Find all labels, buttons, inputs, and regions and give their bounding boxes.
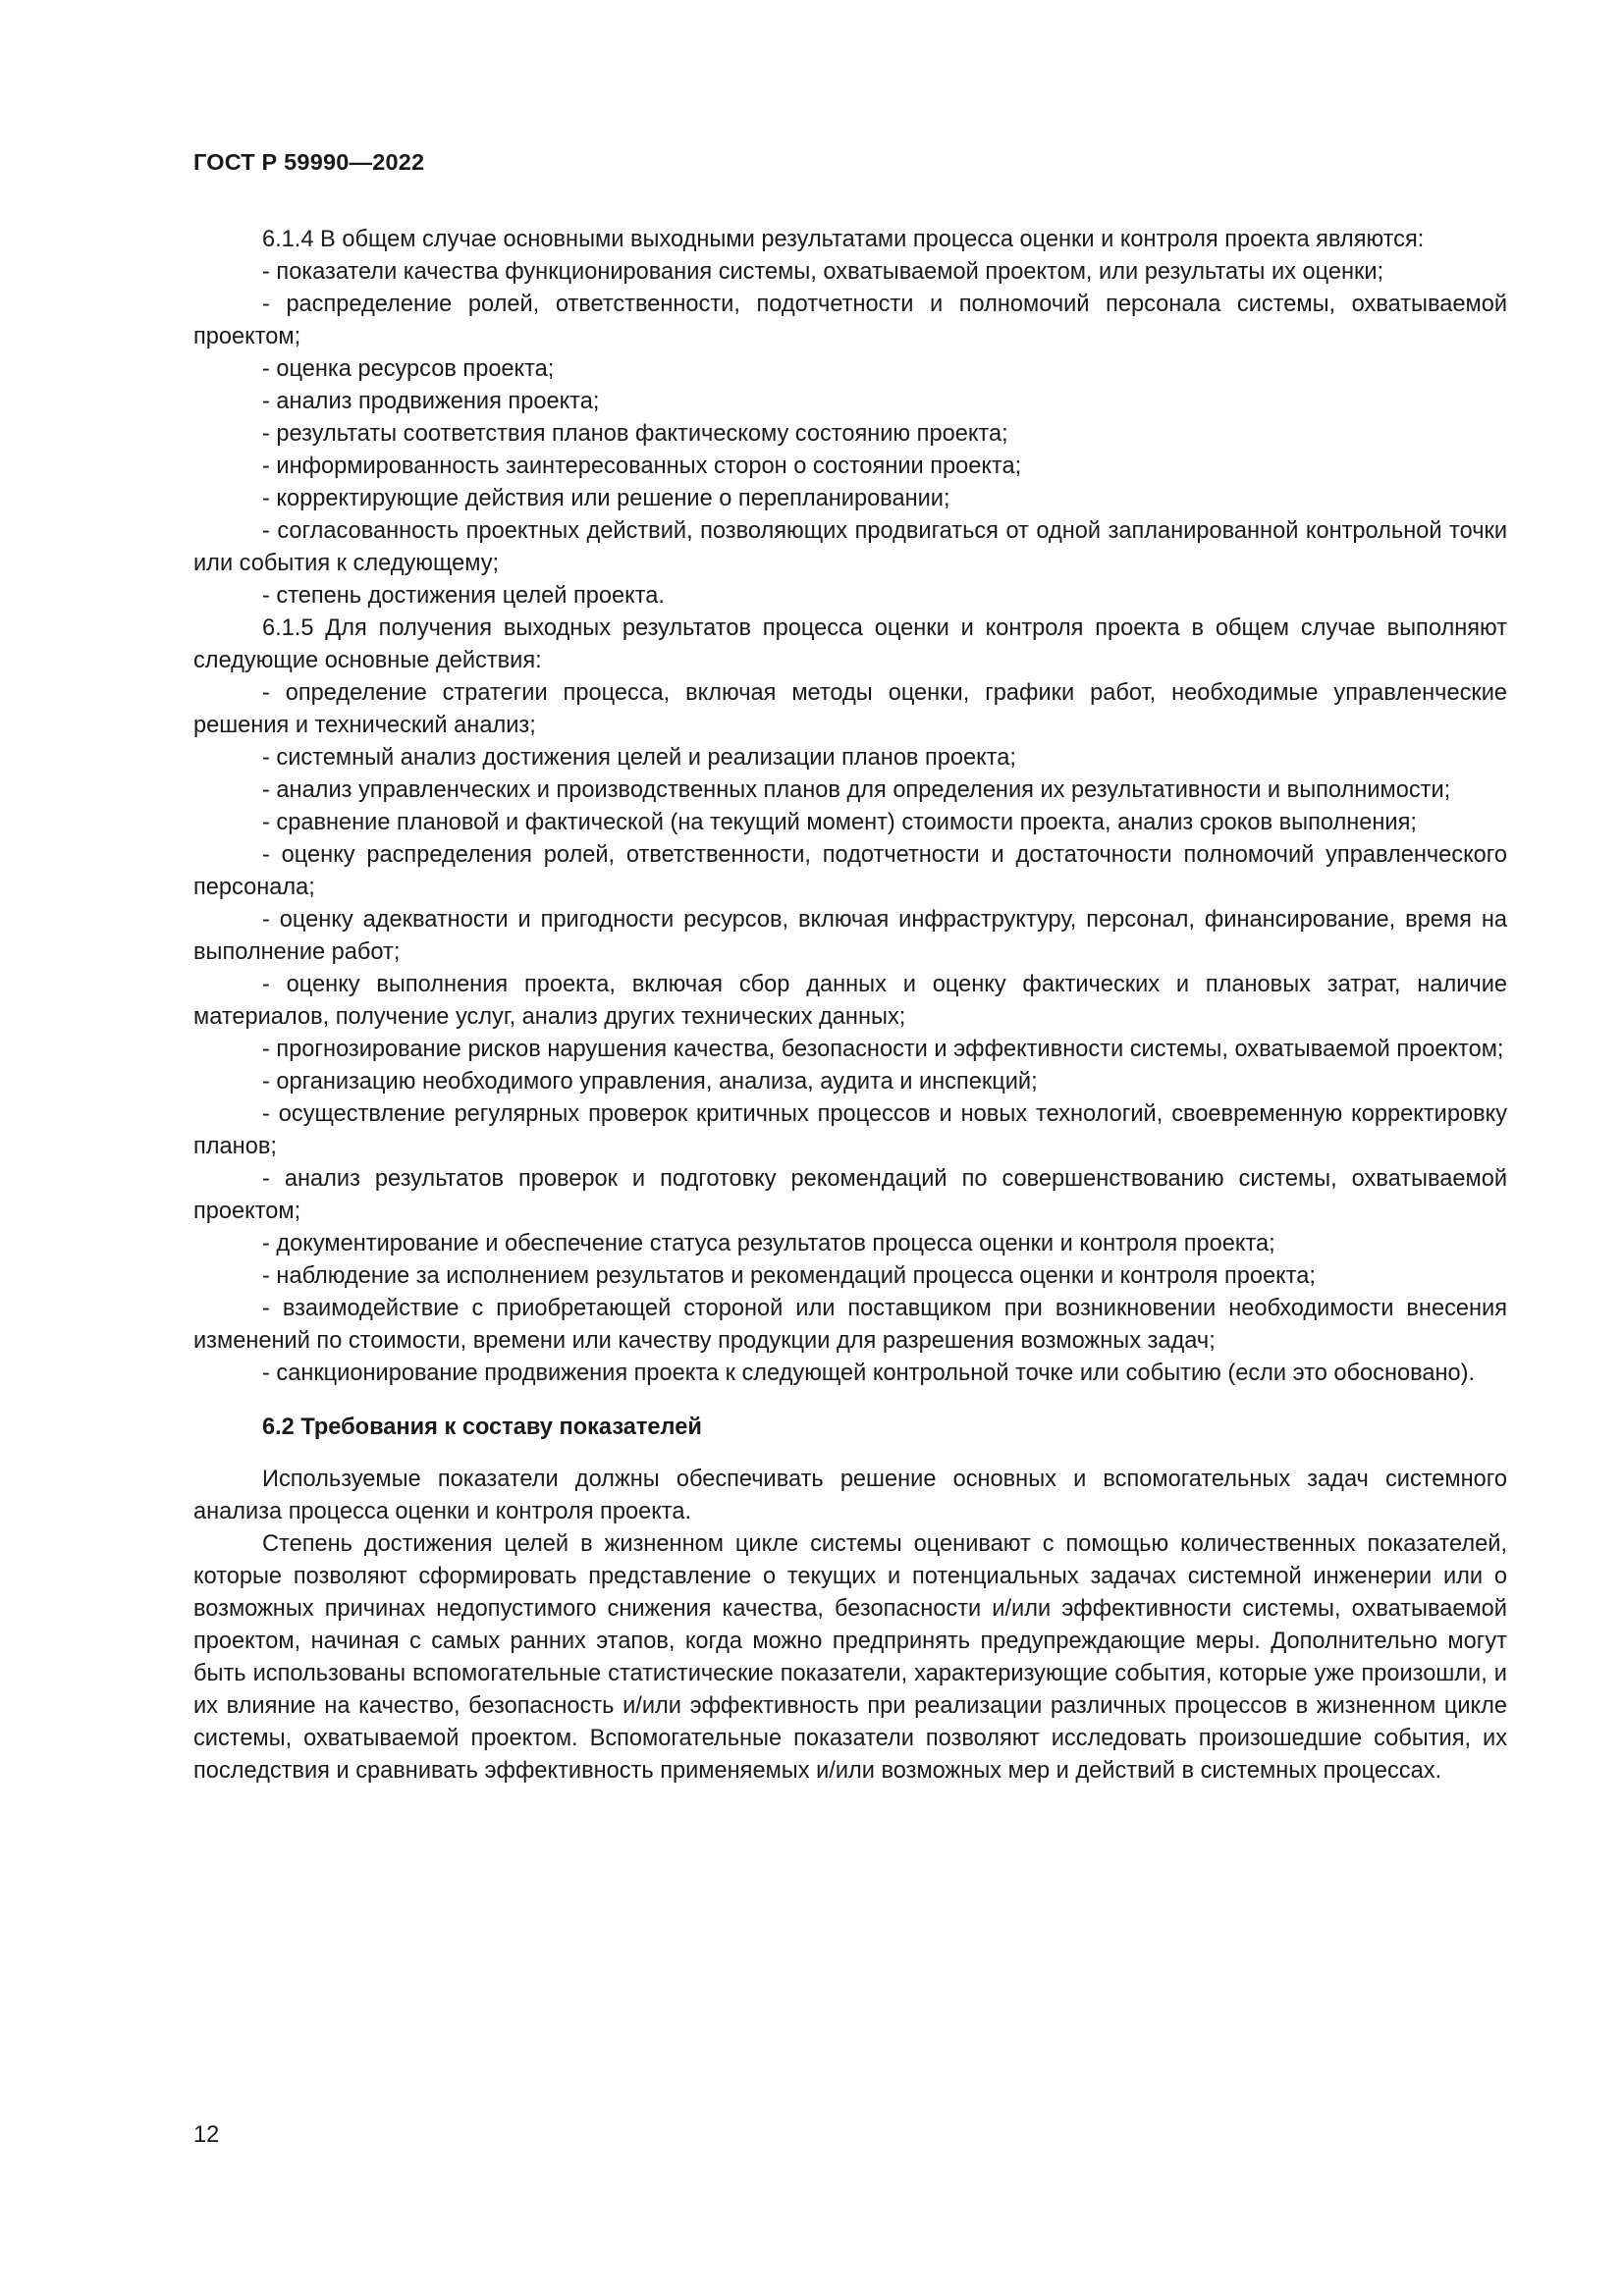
paragraph-6-1-4-intro: 6.1.4 В общем случае основными выходными результатами процесса оценки и контроля проекта являются: xyxy=(262,227,1425,252)
paragraph: Используемые показатели должны обеспечивать решение основных и вспомогательных задач системного анализа процесса оценки и контроля проекта. xyxy=(193,1467,1507,1524)
list-item: - осуществление регулярных проверок критичных процессов и новых технологий, своевременную корректировку планов; xyxy=(193,1101,1507,1159)
section-heading-6-2: 6.2 Требования к составу показателей xyxy=(262,1415,702,1440)
list-item: - определение стратегии процесса, включая методы оценки, графики работ, необходимые управленческие решения и технический анализ; xyxy=(193,680,1507,738)
list-item: - документирование и обеспечение статуса результатов процесса оценки и контроля проекта; xyxy=(262,1231,1275,1256)
list-item: - оценку выполнения проекта, включая сбор данных и оценку фактических и плановых затрат, наличие материалов, получение услуг, анализ других технических данных; xyxy=(193,972,1507,1030)
list-item: - сравнение плановой и фактической (на текущий момент) стоимости проекта, анализ сроков выполнения; xyxy=(262,810,1417,835)
list-item: - прогнозирование рисков нарушения качества, безопасности и эффективности системы, охватываемой проектом; xyxy=(262,1037,1504,1062)
page-number: 12 xyxy=(193,2122,220,2148)
document-body xyxy=(193,224,1507,1788)
list-item: - организацию необходимого управления, анализа, аудита и инспекций; xyxy=(262,1069,1038,1095)
list-item: - взаимодействие с приобретающей стороной или поставщиком при возникновении необходимости внесения изменений по стоимости, времени или качеству продукции для разрешения возможных задач; xyxy=(193,1296,1507,1354)
list-item: - наблюдение за исполнением результатов и рекомендаций процесса оценки и контроля проекта; xyxy=(262,1263,1316,1289)
list-item: - оценка ресурсов проекта; xyxy=(262,356,555,382)
list-item: - распределение ролей, ответственности, подотчетности и полномочий персонала системы, охватываемой проектом; xyxy=(193,292,1507,349)
list-item: - оценку распределения ролей, ответственности, подотчетности и достаточности полномочий управленческого персонала; xyxy=(193,842,1507,900)
list-item: - анализ продвижения проекта; xyxy=(262,389,600,414)
list-item: - оценку адекватности и пригодности ресурсов, включая инфраструктуру, персонал, финансирование, время на выполнение работ; xyxy=(193,907,1507,965)
list-item: - системный анализ достижения целей и реализации планов проекта; xyxy=(262,745,1016,771)
list-item: - результаты соответствия планов фактическому состоянию проекта; xyxy=(262,421,1008,447)
paragraph: Степень достижения целей в жизненном цикле системы оценивают с помощью количественных показателей, которые позволяют сформировать представление о текущих и потенциальных задачах системной инженерии или о возможных причинах недопустимого снижения качества, безопасности и/или эффективности системы, охватываемой проектом, начиная с самых ранних этапов, когда можно предпринять предупреждающие меры. Дополнительно могут быть использованы вспомогательные статистические показатели, характеризующие события, которые уже произошли, и их влияние на качество, безопасность и/или эффективность при реализации различных процессов в жизненном цикле системы, охватываемой проектом. Вспомогательные показатели позволяют исследовать произошедшие события, их последствия и сравнивать эффективность применяемых и/или возможных мер и действий в системных процессах. xyxy=(193,1531,1507,1784)
list-item: - степень достижения целей проекта. xyxy=(262,583,665,609)
list-item: - анализ результатов проверок и подготовку рекомендаций по совершенствованию системы, охватываемой проектом; xyxy=(193,1166,1507,1224)
paragraph-6-1-5-intro: 6.1.5 Для получения выходных результатов процесса оценки и контроля проекта в общем случае выполняют следующие основные действия: xyxy=(193,615,1507,673)
list-item: - информированность заинтересованных сторон о состоянии проекта; xyxy=(262,454,1022,479)
document-header: ГОСТ Р 59990—2022 xyxy=(193,149,425,175)
list-item: - корректирующие действия или решение о перепланировании; xyxy=(262,486,950,511)
list-item: - анализ управленческих и производственных планов для определения их результативности и выполнимости; xyxy=(262,777,1451,803)
list-item: - санкционирование продвижения проекта к следующей контрольной точке или событию (если это обосновано). xyxy=(262,1361,1476,1386)
list-item: - показатели качества функционирования системы, охватываемой проектом, или результаты их оценки; xyxy=(262,259,1384,285)
list-item: - согласованность проектных действий, позволяющих продвигаться от одной запланированной контрольной точки или события к следующему; xyxy=(193,518,1507,576)
